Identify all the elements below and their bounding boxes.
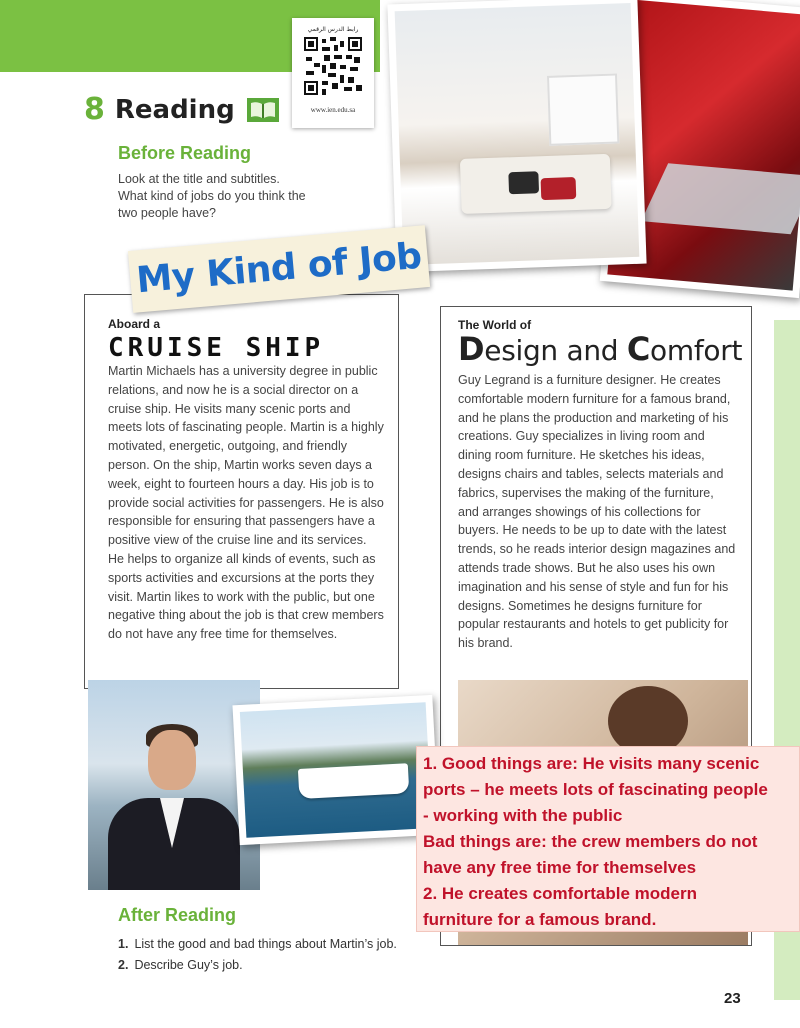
design-kicker: The World of <box>458 318 532 332</box>
design-title-part1: esign and <box>484 334 627 367</box>
answer-line: have any free time for themselves <box>423 858 697 877</box>
design-title <box>458 330 742 368</box>
list-item <box>118 934 397 955</box>
design-title-part2: omfort <box>650 334 743 367</box>
book-icon <box>247 98 279 122</box>
item-number: 1. <box>118 937 129 951</box>
answer-line: Bad things are: the crew members do not <box>423 832 758 851</box>
after-reading-list <box>118 934 397 976</box>
qr-url[interactable]: www.ien.edu.sa <box>310 106 356 114</box>
cruise-ship-photo <box>232 695 439 845</box>
item-text: Describe Guy’s job. <box>134 958 243 972</box>
after-reading-heading: After Reading <box>118 905 237 925</box>
design-title-d: D <box>458 330 485 368</box>
section-title: Reading <box>114 94 235 125</box>
qr-code-icon[interactable] <box>304 37 362 95</box>
design-title-c: C <box>626 330 651 368</box>
section-number: 8 <box>84 92 105 127</box>
before-reading-text: Look at the title and subtitles. What kind of jobs do you think the two people have? <box>118 172 306 220</box>
item-number: 2. <box>118 958 129 972</box>
section-heading <box>84 92 279 127</box>
page-number: 23 <box>724 990 741 1007</box>
cruise-kicker: Aboard a <box>108 317 161 331</box>
answer-line: - working with the public <box>423 806 623 825</box>
design-body: Guy Legrand is a furniture designer. He creates comfortable modern furniture for a famous brand, and he plans the production and marketing of his creations. Guy specializes in living room and dining room furniture. He sketches his ideas, designs chairs and tables, selects materials and fabrics, supervises the making of the furniture, and arranges showings of his collections for buyers. He needs to be up to date with the latest trends, so he reads interior design magazines and attends trade shows. But he also uses his own imagination and his sense of style and fun for his designs. Sometimes he designs furniture for popular restaurants and hotels to get publicity for his brand. <box>458 373 736 651</box>
answer-line: furniture for a famous brand. <box>423 910 657 929</box>
qr-card[interactable] <box>292 18 374 128</box>
answer-line: 2. He creates comfortable modern <box>423 884 697 903</box>
cruise-body: Martin Michaels has a university degree in public relations, and now he is a social director on a cruise ship. He visits many scenic ports and meets lots of fascinating people. Martin is a highly motivated, energetic, outgoing, and friendly person. On the ship, Martin works seven days a week, eight to fourteen hours a day. His job is to provide social activities for passengers. He is also responsible for ensuring that passengers have a positive view of the cruise line and its services. He helps to organize all kinds of events, such as sports activities and excursions at the ports they visit. Martin likes to work with the public, but one negative thing about the job is that crew members do not have any free time for themselves. <box>108 364 384 642</box>
item-text: List the good and bad things about Martin’s job. <box>134 937 397 951</box>
qr-caption: رابط الدرس الرقمي <box>307 26 359 33</box>
answer-box <box>416 746 800 932</box>
cruise-title: CRUISE SHIP <box>108 333 325 363</box>
answer-line: ports – he meets lots of fascinating people <box>423 780 768 799</box>
list-item <box>118 955 397 976</box>
before-reading-heading: Before Reading <box>118 143 252 163</box>
page-title: My Kind of Job <box>134 235 424 302</box>
answer-line: 1. Good things are: He visits many scenic <box>423 754 760 773</box>
living-room-photo <box>387 0 646 272</box>
